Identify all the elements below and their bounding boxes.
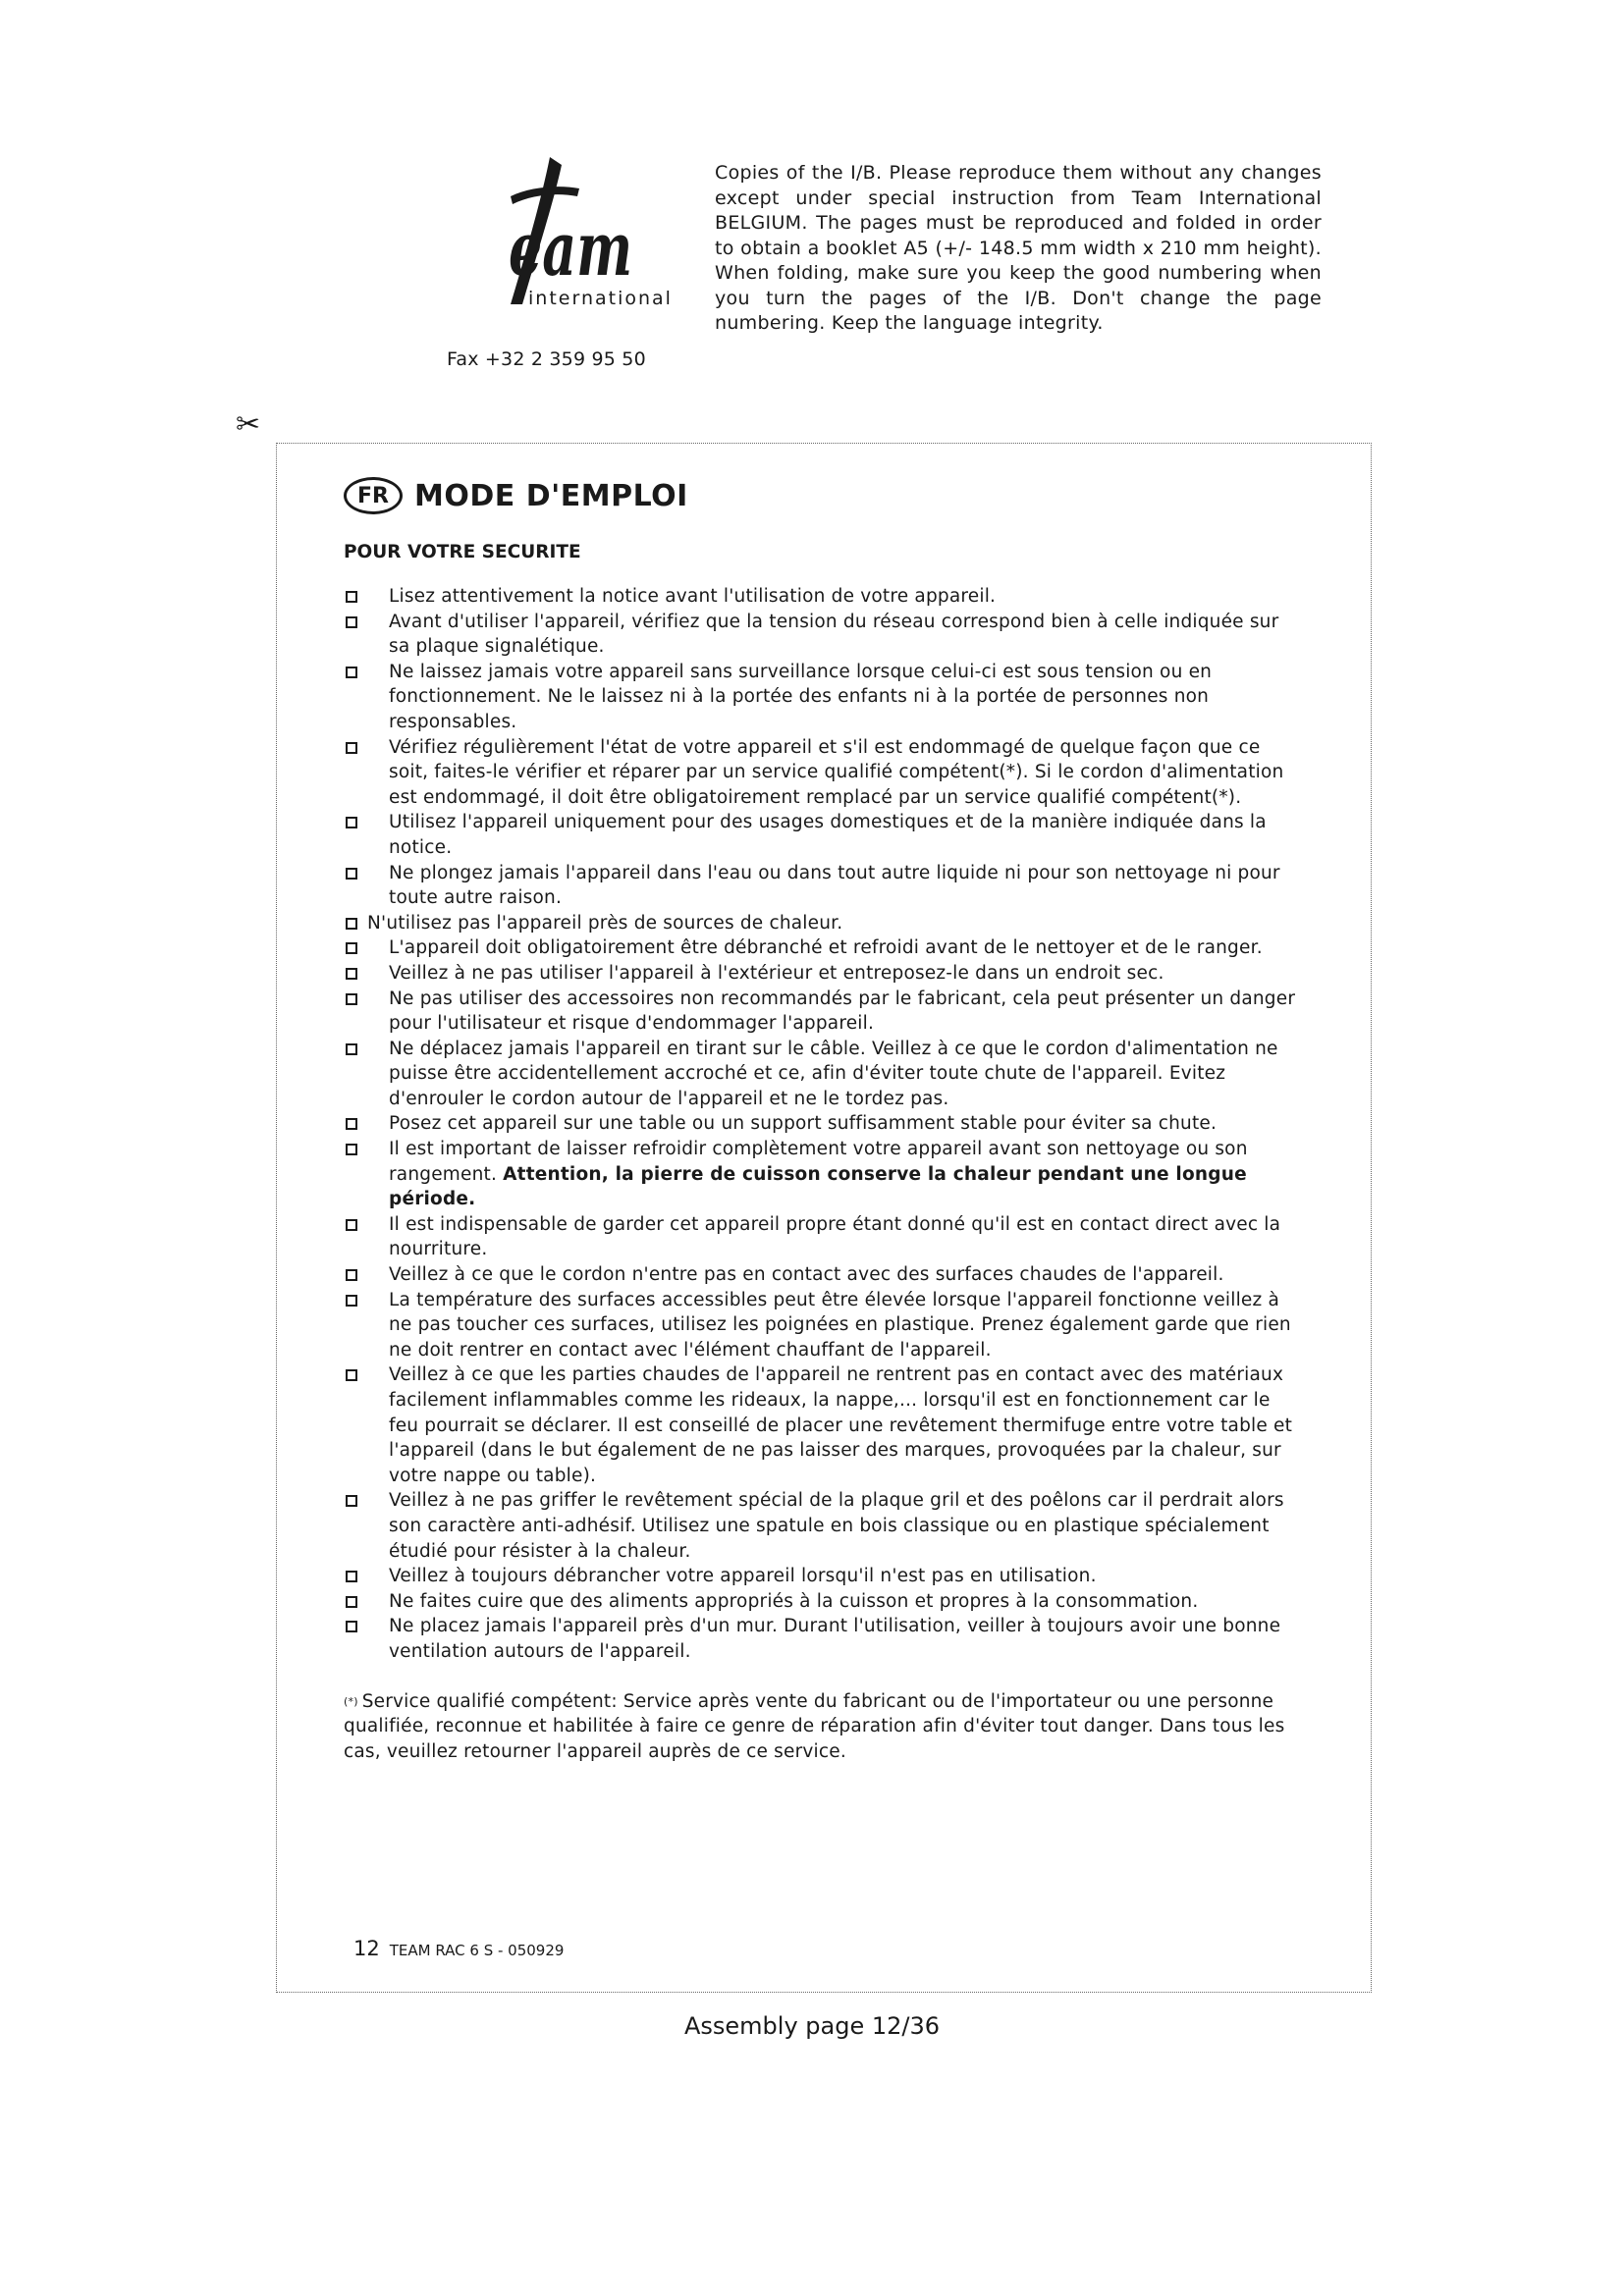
list-item-body: Ne pas utiliser des accessoires non recommandés par le fabricant, cela peut présenter un danger pour l'utilisateur et risque d'endommager l'appareil. <box>389 988 1296 1035</box>
list-item-text <box>389 1137 1296 1212</box>
checkbox-bullet-icon <box>346 942 357 954</box>
list-item-body: Veillez à ne pas utiliser l'appareil à l'extérieur et entreposez-le dans un endroit sec. <box>389 962 1164 984</box>
model-code: TEAM RAC 6 S - 050929 <box>389 1942 565 1959</box>
list-item <box>344 810 1296 860</box>
list-item-body: Veillez à toujours débrancher votre appareil lorsqu'il n'est pas en utilisation. <box>389 1566 1097 1587</box>
fax-number: Fax +32 2 359 95 50 <box>447 348 646 370</box>
checkbox-bullet-icon <box>346 993 357 1005</box>
checkbox-bullet-icon <box>346 1219 357 1231</box>
checkbox-bullet-icon <box>346 1571 357 1582</box>
list-item-body: L'appareil doit obligatoirement être débranché et refroidi avant de le nettoyer et de le ranger. <box>389 937 1263 959</box>
list-item-body: Il est indispensable de garder cet appareil propre étant donné qu'il est en contact direct avec la nourriture. <box>389 1213 1281 1260</box>
language-badge: FR <box>344 477 403 514</box>
checkbox-bullet-icon <box>346 968 357 980</box>
list-item <box>344 1614 1296 1664</box>
list-item <box>344 961 1296 987</box>
list-item <box>344 735 1296 811</box>
list-item <box>344 861 1296 911</box>
checkbox-bullet-icon <box>346 1621 357 1632</box>
checkbox-bullet-icon <box>346 918 357 930</box>
list-item <box>344 1362 1296 1488</box>
list-item <box>344 1037 1296 1112</box>
list-item-body: Lisez attentivement la notice avant l'utilisation de votre appareil. <box>389 586 997 607</box>
list-item-text <box>389 1111 1296 1137</box>
list-item <box>344 610 1296 660</box>
list-item <box>344 1488 1296 1564</box>
list-item-warning: Attention, la pierre de cuisson conserve la chaleur pendant une longue période. <box>389 1163 1247 1210</box>
list-item-text <box>389 735 1296 811</box>
list-item-body: La température des surfaces accessibles peut être élevée lorsque l'appareil fonctionne veillez à ne pas toucher ces surfaces, utilisez les poignées en plastique. Prenez également garde que rien ne doit rentrer en contact avec l'élément chauffant de l'appareil. <box>389 1289 1291 1361</box>
checkbox-bullet-icon <box>346 817 357 828</box>
footnote-mark: (*) <box>344 1694 358 1708</box>
list-item-text <box>389 1212 1296 1262</box>
page-number: 12 <box>353 1937 380 1960</box>
page-heading <box>344 471 1296 520</box>
list-item-body: Veillez à ne pas griffer le revêtement spécial de la plaque gril et des poêlons car il perdrait alors son caractère anti-adhésif. Utilisez une spatule en bois classique ou en plastique spécialement étudié pour résister à la chaleur. <box>389 1490 1284 1562</box>
checkbox-bullet-icon <box>346 1369 357 1381</box>
checkbox-bullet-icon <box>346 1043 357 1055</box>
list-item-text <box>389 660 1296 735</box>
list-item-text <box>389 1614 1296 1664</box>
list-item-text <box>389 861 1296 911</box>
list-item-body: Avant d'utiliser l'appareil, vérifiez que la tension du réseau correspond bien à celle indiquée sur sa plaque signalétique. <box>389 611 1279 658</box>
list-item-body: Posez cet appareil sur une table ou un support suffisamment stable pour éviter sa chute. <box>389 1113 1218 1135</box>
list-item-text <box>389 1488 1296 1564</box>
list-item-body: Veillez à ce que les parties chaudes de l'appareil ne rentrent pas en contact avec des matériaux facilement inflammables comme les rideaux, la nappe,... lorsqu'il est en fonctionnement car le feu pourrait se déclarer. Il est conseillé de placer une revêtement thermifuge entre votre table et l'appareil (dans le but également de ne pas laisser des marques, provoquées par la chaleur, sur votre nappe ou table). <box>389 1364 1293 1486</box>
list-item-text <box>389 584 1296 610</box>
checkbox-bullet-icon <box>346 1295 357 1307</box>
list-item <box>344 1288 1296 1363</box>
booklet-page <box>344 471 1296 1764</box>
checkbox-bullet-icon <box>346 1269 357 1281</box>
checkbox-bullet-icon <box>346 1118 357 1130</box>
list-item-text <box>389 1589 1296 1615</box>
list-item-body: Il est important de laisser refroidir complètement votre appareil avant son nettoyage ou son rangement. <box>389 1139 1248 1185</box>
list-item <box>344 660 1296 735</box>
assembly-page-label: Assembly page 12/36 <box>683 2012 941 2040</box>
list-item <box>344 584 1296 610</box>
list-item-text <box>389 1362 1296 1488</box>
checkbox-bullet-icon <box>346 591 357 603</box>
footnote <box>344 1689 1296 1765</box>
scissors-icon: ✂ <box>236 407 261 442</box>
list-item <box>344 1564 1296 1589</box>
list-item-text <box>389 810 1296 860</box>
list-item <box>344 935 1296 961</box>
checkbox-bullet-icon <box>346 742 357 754</box>
list-item-body: N'utilisez pas l'appareil près de sources de chaleur. <box>367 912 843 934</box>
list-item-text <box>389 961 1296 987</box>
list-item <box>344 1111 1296 1137</box>
checkbox-bullet-icon <box>346 667 357 678</box>
list-item <box>344 1212 1296 1262</box>
page-title: MODE D'EMPLOI <box>414 478 688 513</box>
list-item-text <box>389 987 1296 1037</box>
list-item-body: Ne faites cuire que des aliments appropriés à la cuisson et propres à la consommation. <box>389 1590 1199 1612</box>
checkbox-bullet-icon <box>346 1144 357 1155</box>
list-item-text <box>389 1262 1296 1288</box>
svg-text:eam: eam <box>509 205 632 293</box>
list-item <box>344 1137 1296 1212</box>
list-item <box>344 987 1296 1037</box>
list-item-text <box>389 1288 1296 1363</box>
list-item-body: Vérifiez régulièrement l'état de votre appareil et s'il est endommagé de quelque façon que ce soit, faites-le vérifier et réparer par un service qualifié compétent(*). Si le cordon d'alimentation est endommagé, il doit être obligatoirement remplacé par un service qualifié compétent(*). <box>389 736 1284 808</box>
list-item-body: Veillez à ce que le cordon n'entre pas en contact avec des surfaces chaudes de l'appareil. <box>389 1264 1224 1286</box>
list-item-text <box>389 935 1296 961</box>
checkbox-bullet-icon <box>346 1495 357 1507</box>
list-item-body: Ne laissez jamais votre appareil sans surveillance lorsque celui-ci est sous tension ou en fonctionnement. Ne le laissez ni à la portée des enfants ni à la portée de personnes non responsables. <box>389 661 1213 732</box>
list-item-body: Ne déplacez jamais l'appareil en tirant sur le câble. Veillez à ce que le cordon d'alimentation ne puisse être accidentellement accroché et ce, afin d'éviter toute chute de l'appareil. Evitez d'enrouler le cordon autour de l'appareil et ne le tordez pas. <box>389 1038 1278 1109</box>
list-item-body: Ne plongez jamais l'appareil dans l'eau ou dans tout autre liquide ni pour son nettoyage ni pour toute autre raison. <box>389 862 1280 909</box>
list-item-text <box>389 610 1296 660</box>
printing-instructions: Copies of the I/B. Please reproduce them without any changes except under special instruction from Team International BELGIUM. The pages must be reproduced and folded in order to obtain a booklet A5 (+/- 148.5 mm width x 210 mm height). When folding, make sure you keep the good numbering when you turn the pages of the I/B. Don't change the page numbering. Keep the language integrity. <box>715 162 1322 334</box>
checkbox-bullet-icon <box>346 1596 357 1608</box>
section-title: POUR VOTRE SECURITE <box>344 542 581 562</box>
footnote-text: Service qualifié compétent: Service après vente du fabricant ou de l'importateur ou une personne qualifiée, reconnue et habilitée à faire ce genre de réparation afin d'éviter tout danger. Dans tous les cas, veuillez retourner l'appareil auprès de ce service. <box>344 1690 1285 1762</box>
checkbox-bullet-icon <box>346 868 357 880</box>
list-item-text <box>389 1037 1296 1112</box>
list-item <box>344 1589 1296 1615</box>
safety-list <box>344 584 1296 1665</box>
list-item-body: Ne placez jamais l'appareil près d'un mur. Durant l'utilisation, veiller à toujours avoir une bonne ventilation autours de l'appareil. <box>389 1616 1281 1662</box>
list-item-body: Utilisez l'appareil uniquement pour des usages domestiques et de la manière indiquée dans la notice. <box>389 812 1267 858</box>
team-international-logo <box>452 157 673 314</box>
list-item <box>344 911 1296 936</box>
list-item <box>344 1262 1296 1288</box>
checkbox-bullet-icon <box>346 616 357 628</box>
list-item-text <box>367 911 1296 936</box>
list-item-text <box>389 1564 1296 1589</box>
svg-text:international: international <box>528 288 673 309</box>
page-footer <box>353 1937 564 1960</box>
